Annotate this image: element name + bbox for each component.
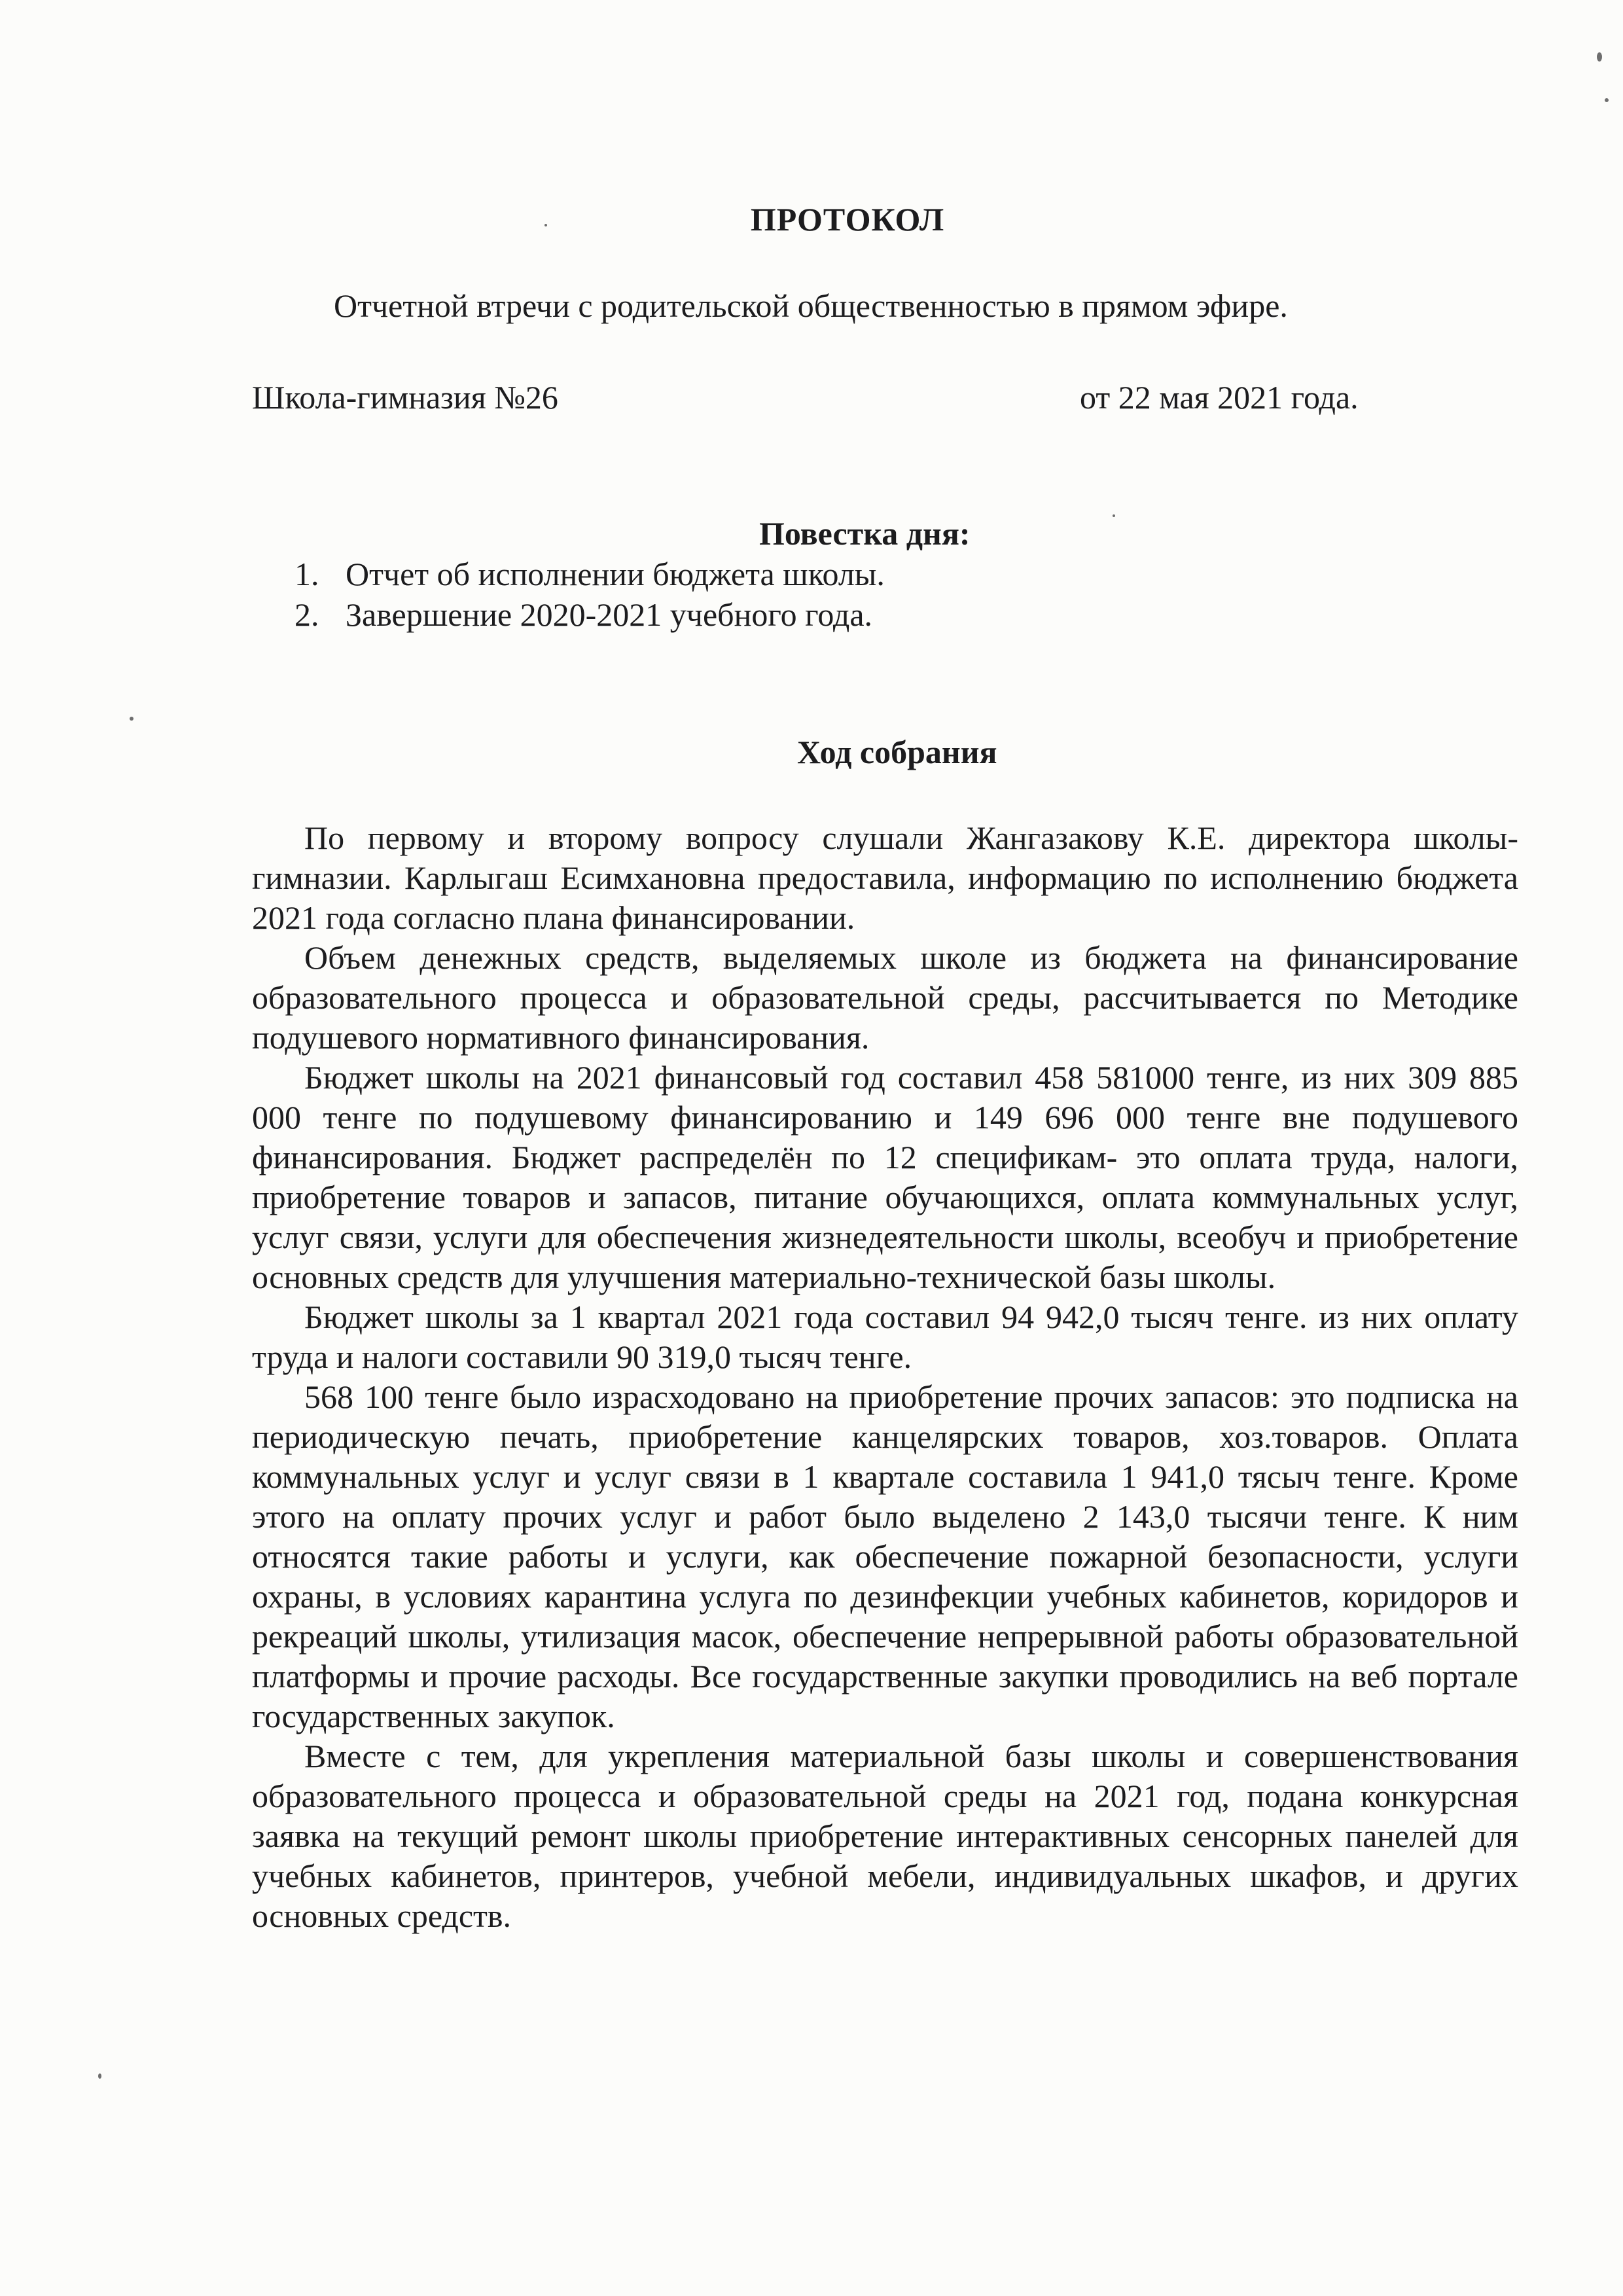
document-date: от 22 мая 2021 года. (1080, 379, 1359, 416)
body-paragraph: Бюджет школы за 1 квартал 2021 года составил 94 942,0 тысяч тенге. из них оплату труда и налоги составили 90 319,0 тысяч тенге. (252, 1299, 1518, 1375)
document-subtitle: Отчетной втречи с родительской общественностью в прямом эфире. (334, 287, 1288, 324)
scan-speck (1605, 98, 1609, 102)
body-paragraph: Вместе с тем, для укрепления материальной базы школы и совершенствования образовательного процесса и образовательной среды на 2021 год, подана конкурсная заявка на текущий ремонт школы приобретение интерактивных сенсорных панелей для учебных кабинетов, принтеров, учебной мебели, индивидуальных шкафов, и других основных средств. (252, 1738, 1518, 1934)
agenda-heading: Повестка дня: (759, 515, 971, 552)
scan-speck (130, 717, 134, 721)
agenda-item-number: 2. (294, 596, 319, 633)
scan-speck (544, 224, 547, 226)
body-paragraph: 568 100 тенге было израсходовано на приобретение прочих запасов: это подписка на периодическую печать, приобретение канцелярских товаров, хоз.товаров. Оплата коммунальных услуг и услуг связи в 1 квартале составила 1 941,0 тясыч тенге. Кроме этого на оплату прочих услуг и работ было выделено 2 143,0 тысячи тенге. К ним относятся такие работы и услуги, как обеспечение пожарной безопасности, услуги охраны, в условиях карантина услуга по дезинфекции учебных кабинетов, коридоров и рекреаций школы, утилизация масок, обеспечение непрерывной работы образовательной платформы и прочие расходы. Все государственные закупки проводились на веб портале государственных закупок. (252, 1378, 1518, 1734)
agenda-item-text: Завершение 2020-2021 учебного года. (346, 596, 873, 633)
agenda-list (294, 554, 885, 635)
scan-speck (1597, 52, 1602, 62)
meeting-progress-heading: Ход собрания (797, 734, 997, 770)
agenda-item (294, 594, 885, 635)
agenda-item-number: 1. (294, 556, 319, 592)
school-name: Школа-гимназия №26 (252, 379, 558, 416)
scan-speck (1113, 514, 1115, 517)
document-title: ПРОТОКОЛ (750, 201, 945, 238)
agenda-item-text: Отчет об исполнении бюджета школы. (346, 556, 885, 592)
body-paragraph: Объем денежных средств, выделяемых школе из бюджета на финансирование образовательного процесса и образовательной среды, рассчитывается по Методике подушевого нормативного финансирования. (252, 939, 1518, 1056)
body-paragraph: Бюджет школы на 2021 финансовый год составил 458 581000 тенге, из них 309 885 000 тенге по подушевому финансированию и 149 696 000 тенге вне подушевого финансирования. Бюджет распределён по 12 спецификам- это оплата труда, налоги, приобретение товаров и запасов, питание обучающихся, оплата коммунальных услуг, услуг связи, услуги для обеспечения жизнедеятельности школы, всеобуч и приобретение основных средств для улучшения материально-технической базы школы. (252, 1059, 1518, 1295)
scan-speck (98, 2073, 101, 2079)
meeting-body (252, 818, 1518, 1936)
agenda-item (294, 554, 885, 594)
body-paragraph: По первому и второму вопросу слушали Жангазакову К.Е. директора школы-гимназии. Карлыгаш Есимхановна предоставила, информацию по исполнению бюджета 2021 года согласно плана финансировании. (252, 819, 1518, 936)
